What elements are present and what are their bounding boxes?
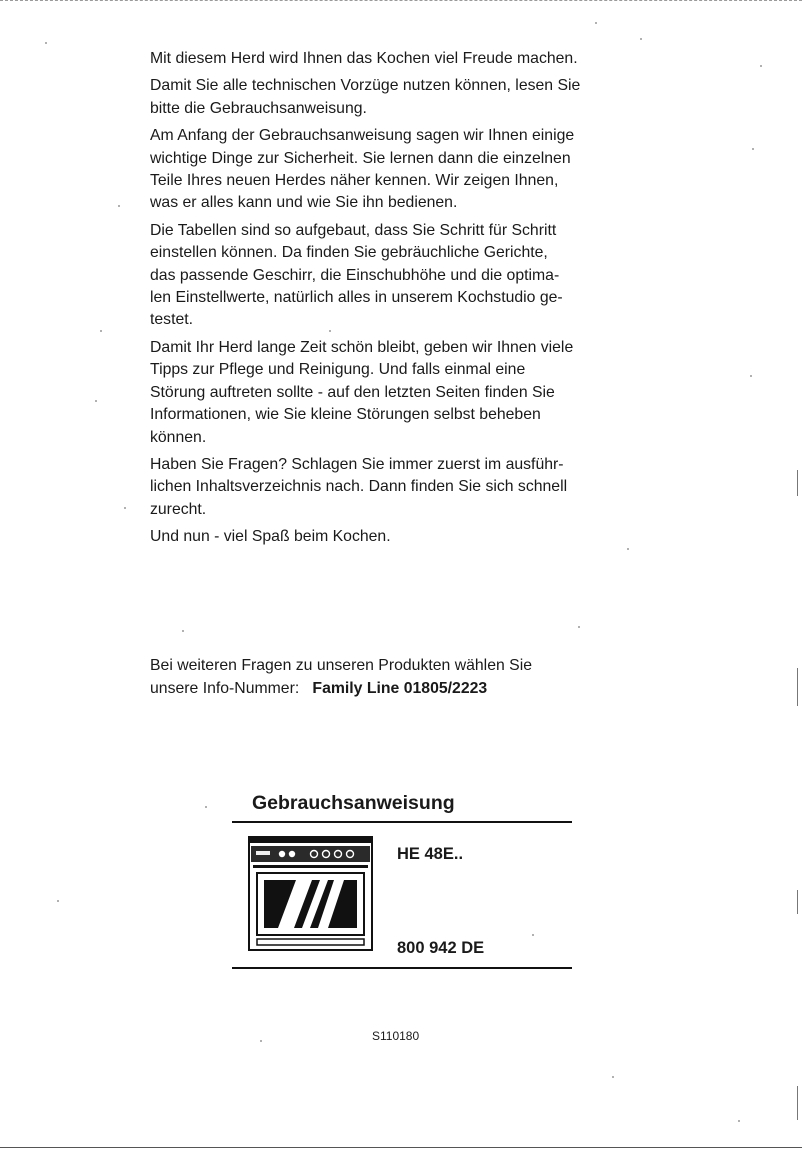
scan-edge-bottom: [0, 1147, 802, 1148]
hotline-number: Family Line 01805/2223: [312, 680, 488, 697]
text-line: Damit Sie alle technischen Vorzüge nutzen können, lesen Sie: [150, 77, 581, 95]
paragraph: [150, 220, 670, 332]
scan-edge-mark: [797, 890, 798, 914]
paragraph: [150, 48, 670, 70]
scan-speck: [45, 42, 47, 44]
info-line: unsere Info-Nummer:: [150, 680, 300, 697]
scan-speck: [738, 1120, 740, 1122]
info-line: Bei weiteren Fragen zu unseren Produkten wählen Sie: [150, 657, 532, 674]
title-rule: [232, 821, 572, 823]
text-line: Informationen, wie Sie kleine Störungen selbst beheben: [150, 406, 541, 424]
text-line: Und nun - viel Spaß beim Kochen.: [150, 528, 391, 546]
model-number: HE 48E..: [397, 845, 464, 863]
text-line: bitte die Gebrauchsanweisung.: [150, 99, 367, 117]
text-line: Am Anfang der Gebrauchsanweisung sagen wir Ihnen einige: [150, 127, 575, 145]
scan-speck: [57, 900, 59, 902]
scan-speck: [612, 1076, 614, 1078]
info-hotline: [150, 654, 670, 700]
scan-speck: [205, 806, 207, 808]
paragraph: [150, 75, 670, 120]
scan-speck: [118, 205, 120, 207]
text-line: Teile Ihres neuen Herdes näher kennen. Wir zeigen Ihnen,: [150, 172, 559, 190]
intro-text: [150, 48, 670, 554]
text-line: Die Tabellen sind so aufgebaut, dass Sie Schritt für Schritt: [150, 221, 557, 239]
bottom-rule: [232, 967, 572, 969]
scan-speck: [627, 548, 629, 550]
scan-speck: [124, 507, 126, 509]
text-line: Tipps zur Pflege und Reinigung. Und falls einmal eine: [150, 361, 526, 379]
scan-speck: [100, 330, 102, 332]
manual-title: Gebrauchsanweisung: [252, 792, 455, 814]
scan-edge-mark: [797, 668, 798, 706]
paragraph: [150, 526, 670, 548]
paragraph: [150, 454, 670, 521]
paragraph: [150, 125, 670, 215]
scan-speck: [182, 630, 184, 632]
print-code: S110180: [372, 1029, 420, 1043]
text-line: zurecht.: [150, 500, 207, 518]
text-line: Haben Sie Fragen? Schlagen Sie immer zuerst im ausführ-: [150, 455, 564, 473]
scan-speck: [260, 1040, 262, 1042]
text-line: Mit diesem Herd wird Ihnen das Kochen viel Freude machen.: [150, 50, 578, 67]
text-line: Damit Ihr Herd lange Zeit schön bleibt, geben wir Ihnen viele: [150, 338, 574, 356]
document-number: 800 942 DE: [397, 939, 485, 957]
scan-speck: [752, 148, 754, 150]
paragraph: [150, 337, 670, 449]
text-line: Störung auftreten sollte - auf den letzten Seiten finden Sie: [150, 383, 555, 401]
stove-illustration: [248, 836, 373, 951]
scan-speck: [750, 375, 752, 377]
scan-edge-mark: [797, 1086, 798, 1120]
scan-edge-top: [0, 0, 802, 5]
scan-speck: [760, 65, 762, 67]
text-line: lichen Inhaltsverzeichnis nach. Dann finden Sie sich schnell: [150, 478, 568, 496]
scan-edge-mark: [797, 470, 798, 496]
text-line: das passende Geschirr, die Einschubhöhe und die optima-: [150, 266, 560, 284]
scan-speck: [532, 934, 534, 936]
scan-speck: [578, 626, 580, 628]
text-line: wichtige Dinge zur Sicherheit. Sie lernen dann die einzelnen: [150, 149, 571, 167]
scan-speck: [329, 330, 331, 332]
text-line: einstellen können. Da finden Sie gebräuchliche Gerichte,: [150, 244, 548, 262]
scan-speck: [640, 38, 642, 40]
text-line: testet.: [150, 311, 194, 329]
scan-speck: [595, 22, 597, 24]
text-line: was er alles kann und wie Sie ihn bedienen.: [150, 194, 458, 212]
text-line: len Einstellwerte, natürlich alles in unserem Kochstudio ge-: [150, 289, 563, 307]
text-line: können.: [150, 428, 207, 446]
scan-speck: [95, 400, 97, 402]
